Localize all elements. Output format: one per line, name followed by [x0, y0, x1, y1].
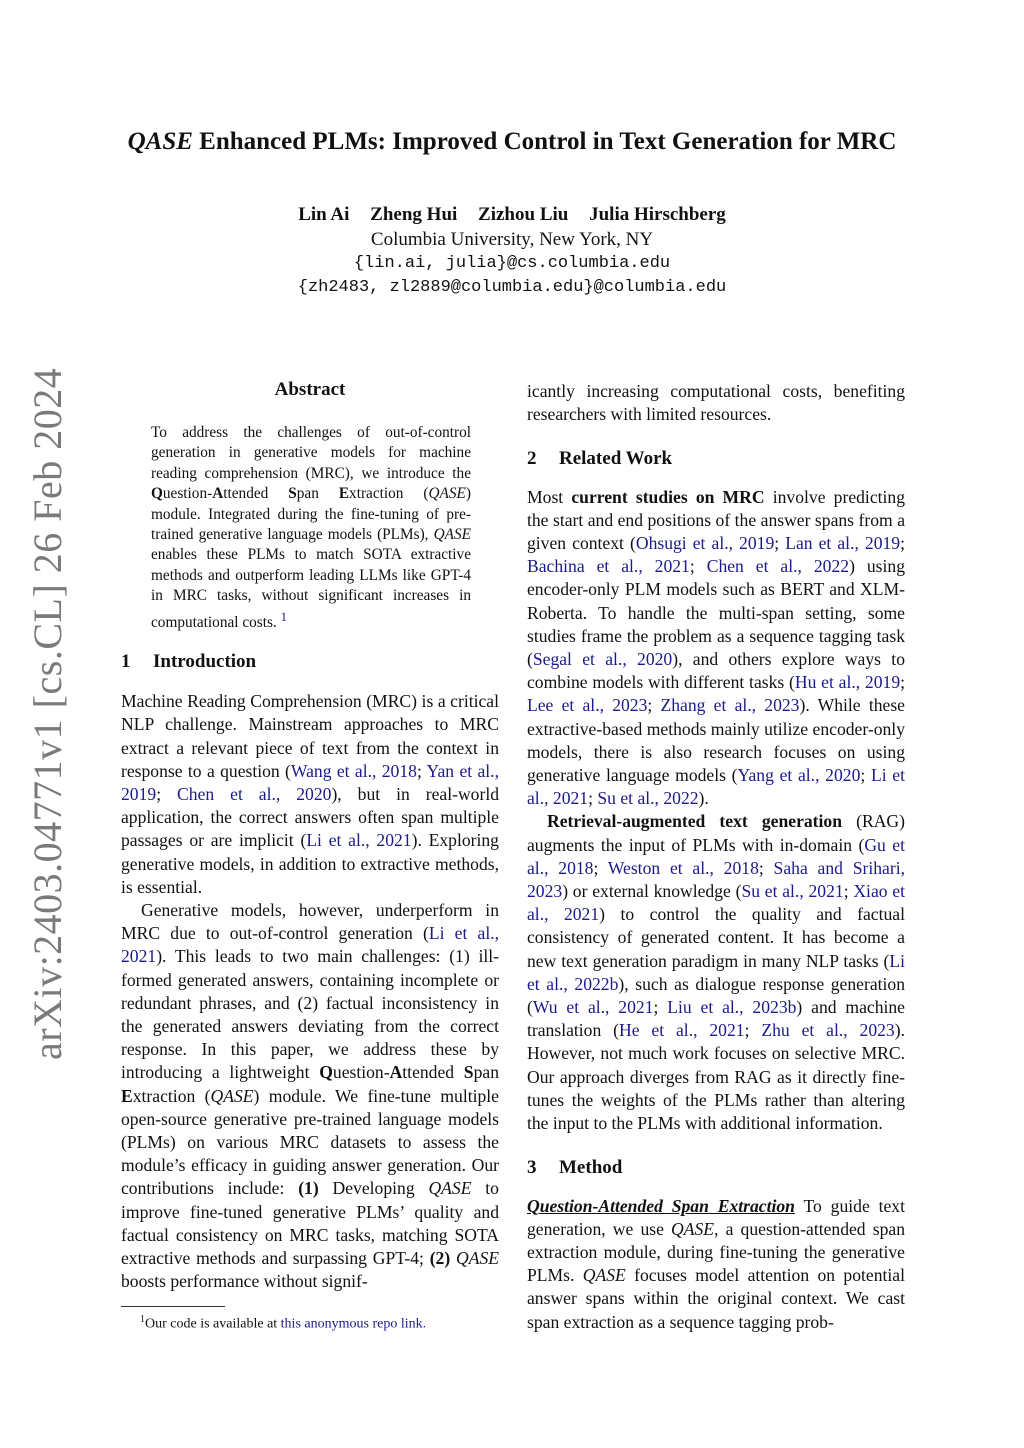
- title-text: Enhanced PLMs: Improved Control in Text Generation for MRC: [192, 128, 897, 155]
- bold-marker: (2): [429, 1248, 451, 1269]
- footnote-marker[interactable]: 1: [280, 609, 287, 624]
- citation-link[interactable]: Yang et al., 2020: [737, 765, 861, 786]
- qase-term: QASE: [671, 1218, 715, 1239]
- qase-term: QASE: [428, 485, 466, 503]
- citation-link[interactable]: Hu et al., 2019: [794, 672, 901, 693]
- paragraph: icantly increasing computational costs, benefiting researchers with limited resources.: [527, 381, 905, 425]
- author: Zheng Hui: [370, 204, 458, 225]
- initial: Q: [151, 485, 163, 503]
- text: Most: [527, 486, 572, 507]
- initial: E: [338, 485, 350, 503]
- text: To address the challenges of out-of-control generation in generative models for machine reading comprehension (MRC), we introduce the: [151, 424, 471, 482]
- qase-term: QASE: [210, 1085, 254, 1106]
- email-line: {zh2483, zl2889@columbia.edu}@columbia.edu: [297, 278, 727, 297]
- citation-link[interactable]: Wu et al., 2021: [532, 997, 654, 1018]
- text: ) module. Integrated during the fine-tuning of pre-trained generative language models (PLMs),: [151, 485, 471, 544]
- text: ). This leads to two main challenges: (1) ill-formed generated answers, containing incomplete or redundant phrases, and (2) factual inconsistency in the generated answers deviating from the correct response. In this paper, we address these by introducing a lightweight: [121, 946, 499, 1083]
- citation-link[interactable]: Chen et al., 2020: [177, 784, 332, 805]
- citation-link[interactable]: Wang et al., 2018: [290, 760, 417, 781]
- citation-link[interactable]: Liu et al., 2023b: [667, 997, 797, 1018]
- section-title: Introduction: [153, 651, 257, 672]
- text: boosts performance without signif-: [121, 1271, 368, 1292]
- qase-term: QASE: [428, 1178, 472, 1199]
- text: ). Exploring generative models, in addition to extractive methods, is essential.: [121, 830, 499, 897]
- footnote-number: 1: [140, 1314, 145, 1325]
- citation-link[interactable]: Segal et al., 2020: [532, 649, 673, 670]
- email-line: {lin.ai, julia}@cs.columbia.edu: [353, 254, 671, 273]
- citation-link[interactable]: Xiao et al., 2021: [527, 881, 905, 925]
- initial: S: [288, 485, 297, 503]
- initial: Q: [319, 1062, 333, 1083]
- text: uestion-: [162, 485, 213, 503]
- text: ttended: [402, 1062, 464, 1083]
- citation-link[interactable]: Su et al., 2021: [741, 881, 844, 902]
- text: Developing: [318, 1178, 429, 1199]
- citation-link[interactable]: Yan et al., 2019: [121, 760, 499, 805]
- section-heading-method: [527, 1156, 905, 1179]
- right-column: [527, 380, 905, 1334]
- citation-link[interactable]: Bachina et al., 2021: [527, 556, 690, 577]
- text: focuses model attention on potential answer spans within the original context. We cast span extraction as a sequence tagging prob-: [527, 1265, 905, 1332]
- citation-link[interactable]: Lee et al., 2023: [527, 695, 648, 716]
- text: ) using encoder-only PLM models such as BERT and XLM-Roberta. To handle the multi-span setting, some studies frame the problem as a sequence tagging task (: [527, 556, 905, 670]
- citation-link[interactable]: Zhu et al., 2023: [761, 1020, 895, 1041]
- author-list: [0, 204, 1024, 226]
- text: to improve fine-tuned generative PLMs’ quality and factual consistency on MRC tasks, matching SOTA extractive methods and surpassing GPT-4;: [121, 1178, 499, 1269]
- text: (RAG) augments the input of PLMs with in-domain (: [527, 811, 906, 855]
- paragraph: Machine Reading Comprehension (MRC) is a critical NLP challenge. Mainstream approaches to MRC extract a relevant piece of text from the context in response to a question (Wang et al., 2018; Yan et al., 2019; Chen et al., 2020), but in real-world application, the correct answers often span multiple passages or are implicit (Li et al., 2021). Exploring generative models, in addition to extractive methods, is essential.: [121, 691, 500, 897]
- text: ), such as dialogue response generation (: [527, 973, 906, 1018]
- text: uestion-: [332, 1062, 390, 1083]
- arxiv-identifier: arXiv:2403.04771v1 [cs.CL] 26 Feb 2024: [25, 367, 70, 1060]
- paper-title: [0, 128, 1024, 156]
- repo-link[interactable]: this anonymous repo link.: [280, 1316, 427, 1332]
- citation-link[interactable]: Li et al., 2022b: [527, 950, 905, 994]
- footnote: [140, 1314, 426, 1333]
- citation-link[interactable]: Weston et al., 2018: [607, 857, 759, 878]
- initial: E: [121, 1085, 133, 1106]
- initial: S: [463, 1062, 474, 1083]
- citation-link[interactable]: Li et al., 2021: [306, 830, 412, 851]
- text: enables these PLMs to match SOTA extractive methods and outperform leading LLMs like GPT-4 in MRC tasks, without significant increases in computational costs.: [151, 546, 471, 631]
- text: xtraction (: [132, 1085, 211, 1106]
- paragraph: Retrieval-augmented text generation (RAG) augments the input of PLMs with in-domain (Gu et al., 2018; Weston et al., 2018; Saha and Srihari, 2023) or external knowledge (Su et al., 2021; Xiao et al., 2021) to control the quality and factual consistency of generated content. It has become a new text generation paradigm in many NLP tasks (Li et al., 2022b), such as dialogue response generation (Wu et al., 2021; Liu et al., 2023b) and machine translation (He et al., 2021; Zhu et al., 2023). However, not much work focuses on selective MRC. Our approach diverges from RAG as it directly fine-tunes the weights of the PLMs rather than altering the input to the PLMs with additional information.: [527, 811, 906, 1134]
- citation-link[interactable]: Lan et al., 2019: [785, 533, 901, 554]
- initial: A: [212, 485, 224, 503]
- text: ttended: [223, 485, 289, 503]
- paragraph: [121, 899, 499, 1293]
- subsection-heading: Question-Attended Span Extraction: [527, 1195, 795, 1216]
- citation-link[interactable]: Ohsugi et al., 2019: [635, 533, 775, 554]
- bold-phrase: current studies on MRC: [571, 486, 765, 507]
- section-heading-related-work: [527, 447, 905, 470]
- citation-link[interactable]: Su et al., 2022: [597, 788, 699, 809]
- bold-marker: (1): [298, 1178, 319, 1199]
- section-heading-introduction: [121, 650, 499, 673]
- text: ), and others explore ways to combine models with different tasks (: [527, 649, 905, 693]
- citation-link[interactable]: Chen et al., 2022: [706, 556, 850, 577]
- section-title: Related Work: [559, 448, 673, 470]
- citation-link[interactable]: Saha and Srihari, 2023: [527, 857, 905, 902]
- text: ) or external knowledge (: [562, 881, 742, 902]
- section-number: 1: [121, 651, 131, 672]
- text: ).: [698, 788, 709, 809]
- left-column: [121, 650, 499, 1293]
- citation-link[interactable]: He et al., 2021: [619, 1020, 745, 1041]
- text: involve predicting the start and end positions of the answer spans from a given context (: [527, 486, 905, 554]
- text: ) module. We fine-tune multiple open-source generative pre-trained language models (PLMs) on various MRC datasets to assess the module’s efficacy in guiding answer generation. Our contributions include:: [121, 1085, 499, 1199]
- qase-term: QASE: [582, 1265, 626, 1286]
- title-qase: QASE: [127, 128, 193, 155]
- initial: A: [389, 1062, 403, 1083]
- text: ), but in real-world application, the correct answers often span multiple passages or are implicit (: [121, 784, 500, 851]
- text: ) to control the quality and factual consistency of generated content. It has become a new text generation paradigm in many NLP tasks (: [527, 904, 905, 971]
- text: Machine Reading Comprehension (MRC) is a critical NLP challenge. Mainstream approaches to MRC extract a relevant piece of text from the context in response to a question (: [121, 691, 499, 781]
- text: ). However, not much work focuses on selective MRC. Our approach diverges from RAG as it directly fine-tunes the weights of the PLMs rather than altering the input to the PLMs with additional information.: [527, 1020, 905, 1134]
- text: ) and machine translation (: [527, 997, 905, 1041]
- bold-phrase: Retrieval-augmented text generation: [547, 811, 843, 832]
- qase-term: QASE: [456, 1248, 499, 1269]
- author: Julia Hirschberg: [589, 204, 726, 225]
- citation-link[interactable]: Gu et al., 2018: [527, 834, 905, 878]
- paragraph: Most current studies on MRC involve predicting the start and end positions of the answer spans from a given context (Ohsugi et al., 2019; Lan et al., 2019; Bachina et al., 2021; Chen et al., 2022) using encoder-only PLM models such as BERT and XLM-Roberta. To handle the multi-span setting, some studies frame the problem as a sequence tagging task (Segal et al., 2020), and others explore ways to combine models with different tasks (Hu et al., 2019; Lee et al., 2023; Zhang et al., 2023). While these extractive-based methods mainly utilize encoder-only models, there is also research focuses on using generative language models (Yang et al., 2020; Li et al., 2021; Su et al., 2022).: [527, 486, 906, 809]
- abstract-heading: Abstract: [274, 379, 346, 400]
- section-title: Method: [559, 1157, 623, 1179]
- author: Lin Ai: [298, 204, 350, 225]
- text: pan: [296, 485, 339, 503]
- text: pan: [473, 1062, 499, 1083]
- citation-link[interactable]: Li et al., 2021: [527, 765, 905, 809]
- qase-term: QASE: [433, 526, 471, 544]
- citation-link[interactable]: Li et al., 2021: [121, 923, 500, 967]
- text: To guide text generation, we use: [527, 1195, 905, 1239]
- text: , a question-attended span extraction module, during fine-tuning the generative PLMs.: [527, 1218, 905, 1286]
- footnote-rule: [121, 1306, 225, 1307]
- section-number: 2: [527, 448, 537, 470]
- paragraph: [527, 1195, 905, 1334]
- section-number: 3: [527, 1157, 537, 1179]
- author: Zizhou Liu: [478, 204, 569, 225]
- citation-link[interactable]: Zhang et al., 2023: [660, 695, 800, 716]
- affiliation: Columbia University, New York, NY: [370, 229, 654, 250]
- footnote-text: Our code is available at: [145, 1316, 281, 1332]
- text: xtraction (: [349, 485, 429, 503]
- text: Generative models, however, underperform in MRC due to out-of-control generation (: [121, 900, 499, 944]
- abstract-body: [151, 423, 471, 633]
- text: ). While these extractive-based methods mainly utilize encoder-only models, there is also research focuses on using generative language models (: [527, 695, 905, 786]
